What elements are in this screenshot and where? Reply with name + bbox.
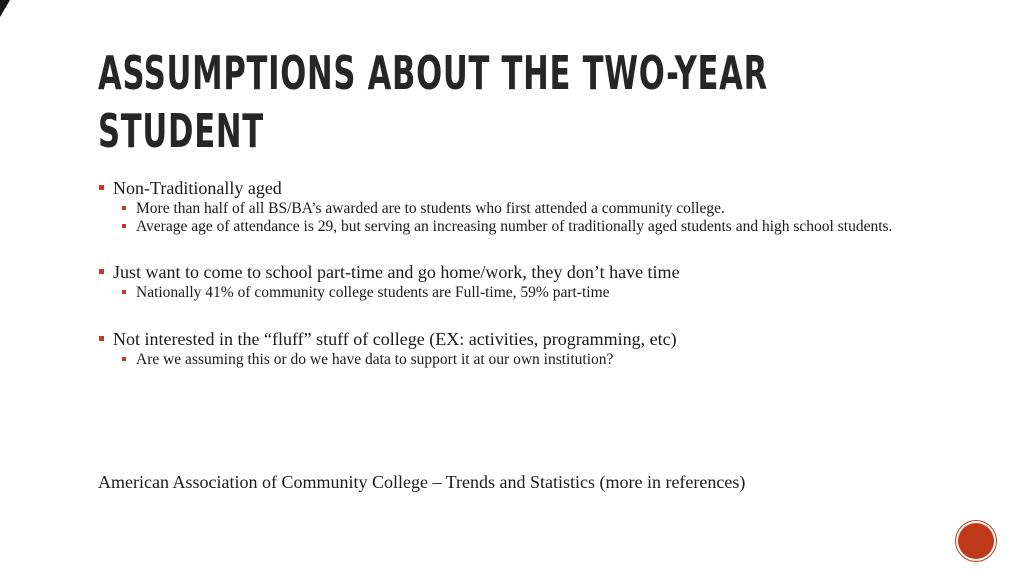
slide-content xyxy=(98,178,938,368)
square-bullet-icon xyxy=(122,206,126,210)
bullet-text: Just want to come to school part-time and go home/work, they don’t have time xyxy=(113,262,680,282)
bullet-group-2 xyxy=(98,262,938,301)
sub-bullet-item xyxy=(98,285,938,301)
sub-bullet-text: Are we assuming this or do we have data to support it at our own institution? xyxy=(136,351,614,368)
bullet-text: Non-Traditionally aged xyxy=(113,178,282,198)
sub-bullet-text: More than half of all BS/BA’s awarded are to students who first attended a community college. xyxy=(136,200,725,217)
square-bullet-icon xyxy=(99,336,104,341)
slide-title xyxy=(98,44,768,160)
corner-decoration xyxy=(0,0,20,17)
square-bullet-icon xyxy=(122,224,126,228)
square-bullet-icon xyxy=(99,269,104,274)
square-bullet-icon xyxy=(99,185,104,190)
square-bullet-icon xyxy=(122,357,126,361)
slide-title-line-1: ASSUMPTIONS ABOUT THE TWO-YEAR xyxy=(98,46,768,100)
bullet-item xyxy=(98,329,938,350)
bullet-item xyxy=(98,178,938,199)
bullet-item xyxy=(98,262,938,283)
slide-title-line-2: STUDENT xyxy=(98,104,264,158)
sub-bullet-item xyxy=(98,219,938,235)
square-bullet-icon xyxy=(122,290,126,294)
bullet-group-3 xyxy=(98,329,938,368)
sub-bullet-text: Nationally 41% of community college students are Full-time, 59% part-time xyxy=(136,284,610,301)
bullet-text: Not interested in the “fluff” stuff of college (EX: activities, programming, etc) xyxy=(113,329,677,349)
source-citation: American Association of Community College – Trends and Statistics (more in references) xyxy=(98,472,746,492)
bullet-list xyxy=(98,178,938,368)
sub-bullet-item xyxy=(98,352,938,368)
sub-bullet-item xyxy=(98,201,938,217)
sub-bullet-text: Average age of attendance is 29, but serving an increasing number of traditionally aged students and high school students. xyxy=(136,218,893,235)
bullet-group-1 xyxy=(98,178,938,235)
page-number-badge xyxy=(958,523,994,559)
